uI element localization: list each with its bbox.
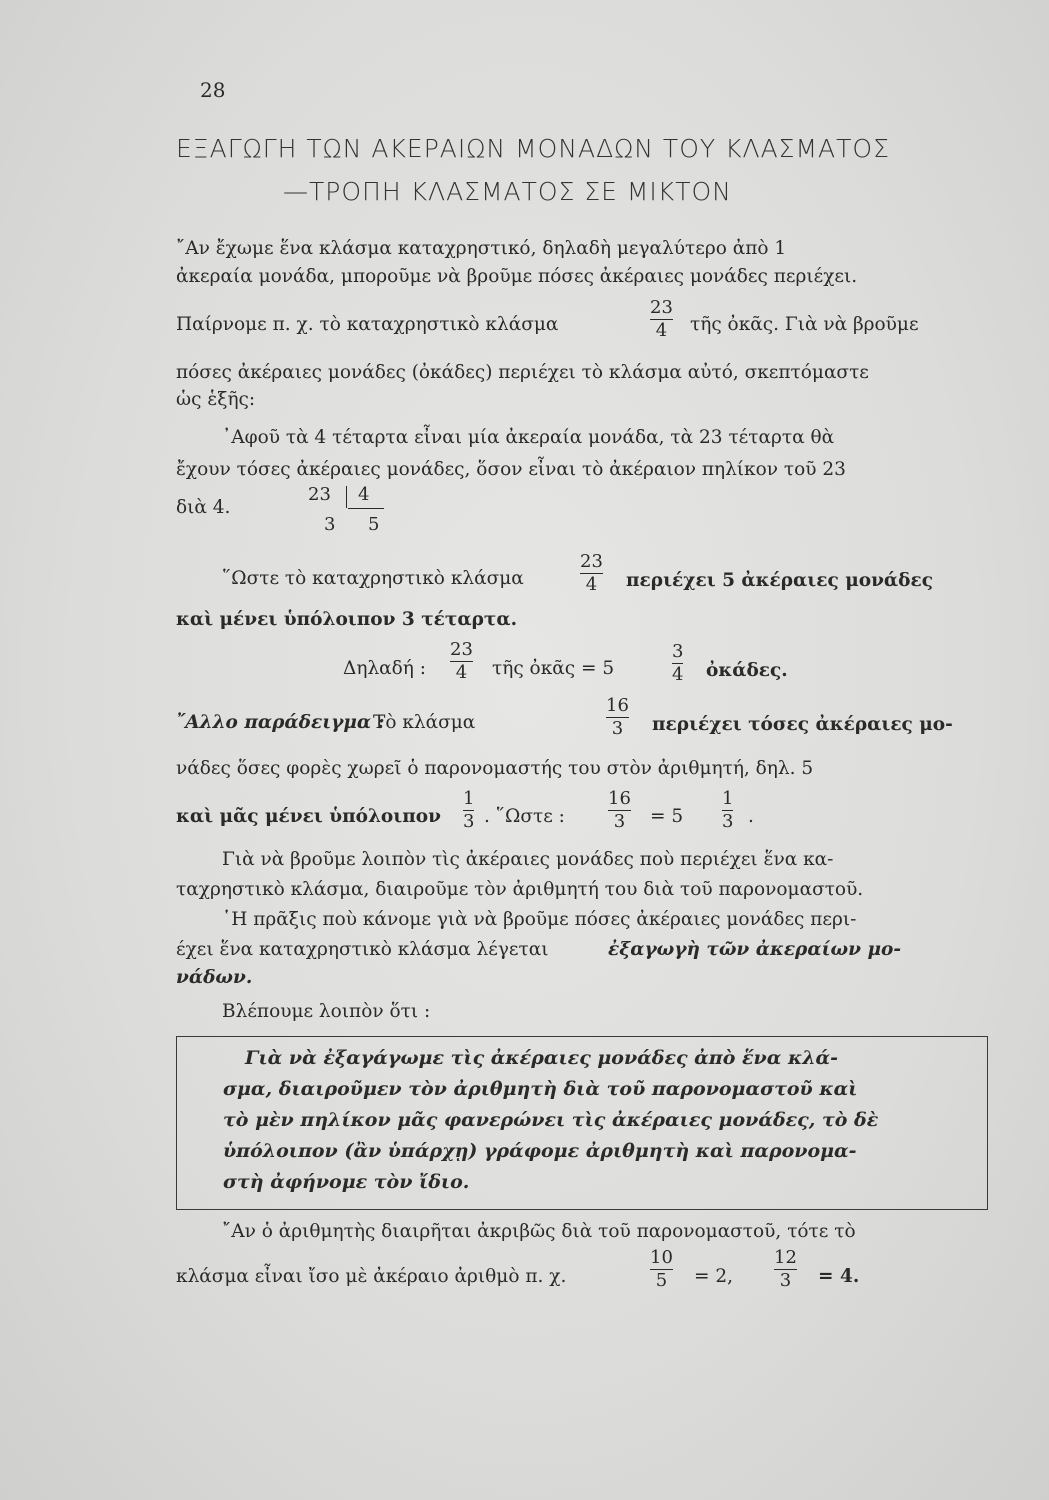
para1-line3b: τῆς ὀκᾶς. Γιὰ νὰ βροῦμε xyxy=(690,314,919,335)
example2-line1b: Τὸ κλάσμα xyxy=(373,712,476,733)
para3-line2: καὶ μένει ὑπόλοιπον 3 τέταρτα. xyxy=(176,609,518,630)
para2-line3: διὰ 4. xyxy=(176,497,231,518)
example2-line1a: ῎Αλλο παράδειγμα : xyxy=(176,712,385,733)
fraction-10-5 xyxy=(650,1248,673,1291)
para5-line3: νάδων. xyxy=(176,967,253,988)
rule-line3: τὸ μὲν πηλίκον μᾶς φανερώνει τὶς ἀκέραιες μονάδες, τὸ δὲ xyxy=(223,1109,879,1131)
eq1-end: ὀκάδες. xyxy=(706,660,788,681)
fraction-denominator: 4 xyxy=(672,664,684,685)
para3-line1b: περιέχει 5 ἀκέραιες μονάδες xyxy=(626,570,934,591)
fraction-numerator: 12 xyxy=(774,1247,797,1268)
chapter-title-line2: —ΤΡΟΠΗ ΚΛΑΣΜΑΤΟΣ ΣΕ ΜΙΚΤΟΝ xyxy=(283,177,732,206)
rule-line2: σμα, διαιροῦμεν τὸν ἀριθμητὴ διὰ τοῦ παρονομαστοῦ καὶ xyxy=(223,1078,858,1100)
fraction-denominator: 5 xyxy=(655,1270,668,1291)
example2-line3b: . ῞Ωστε : xyxy=(484,806,565,827)
para7-line2c: = 4. xyxy=(818,1266,860,1287)
para1-line5: ὡς ἑξῆς: xyxy=(176,389,256,410)
fraction-numerator: 23 xyxy=(650,297,673,318)
fraction-numerator: 23 xyxy=(580,551,603,572)
fraction-23-4 xyxy=(650,298,673,341)
para6: Βλέπουμε λοιπὸν ὅτι : xyxy=(222,1001,431,1022)
para7-line2b: = 2, xyxy=(694,1266,734,1287)
fraction-12-3 xyxy=(774,1248,797,1291)
para7-line1: ῎Αν ὁ ἀριθμητὴς διαιρῆται ἀκριβῶς διὰ τοῦ παρονομαστοῦ, τότε τὸ xyxy=(222,1221,856,1242)
fraction-numerator: 23 xyxy=(450,639,473,660)
para5-line2b: ἐξαγωγὴ τῶν ἀκεραίων μο- xyxy=(608,939,902,960)
fraction-denominator: 3 xyxy=(613,811,626,832)
fraction-denominator: 3 xyxy=(611,718,624,739)
example2-line3a: καὶ μᾶς μένει ὑπόλοιπον xyxy=(176,806,441,827)
rule-box xyxy=(176,1036,988,1210)
eq1-mid: τῆς ὀκᾶς = 5 xyxy=(492,658,615,679)
fraction-denominator: 4 xyxy=(655,320,668,341)
fraction-denominator: 4 xyxy=(585,574,598,595)
example2-line3c: = 5 xyxy=(650,806,684,827)
division-line xyxy=(348,508,384,509)
fraction-numerator: 16 xyxy=(608,788,631,809)
para5-line1: ῾Η πρᾶξις ποὺ κάνομε γιὰ νὰ βροῦμε πόσες ἀκέραιες μονάδες περι- xyxy=(222,909,857,930)
para4-line2: ταχρηστικὸ κλάσμα, διαιροῦμε τὸν ἀριθμητή του διὰ τοῦ παρονομαστοῦ. xyxy=(176,879,864,900)
division-quotient: 5 xyxy=(368,514,380,535)
rule-line1: Γιὰ νὰ ἐξαγάγωμε τὶς ἀκέραιες μονάδες ἀπὸ ἕνα κλά- xyxy=(245,1047,839,1069)
para5-line2a: έχει ἕνα καταχρηστικὸ κλάσμα λέγεται xyxy=(176,939,549,960)
fraction-numerator: 3 xyxy=(672,641,684,662)
fraction-23-4-b xyxy=(580,552,603,595)
fraction-numerator: 1 xyxy=(463,788,475,809)
fraction-denominator: 3 xyxy=(463,811,475,832)
division-divisor: 4 xyxy=(358,484,370,505)
para2-line2: ἔχουν τόσες ἀκέραιες μονάδες, ὅσον εἶναι τὸ ἀκέραιον πηλίκον τοῦ 23 xyxy=(176,459,846,480)
division-dividend: 23 xyxy=(308,484,331,505)
fraction-16-3-b xyxy=(608,789,631,832)
para1-line2: ἀκεραία μονάδα, μποροῦμε νὰ βροῦμε πόσες ἀκέραιες μονάδες περιέχει. xyxy=(176,266,858,287)
page-number: 28 xyxy=(200,78,226,102)
rule-line4: ὑπόλοιπον (ἂν ὑπάρχῃ) γράφομε ἀριθμητὴ καὶ παρονομα- xyxy=(223,1140,857,1162)
para1-line3a: Παίρνομε π. χ. τὸ καταχρηστικὸ κλάσμα xyxy=(176,314,559,335)
fraction-numerator: 1 xyxy=(722,788,734,809)
fraction-denominator: 3 xyxy=(722,811,734,832)
division-separator xyxy=(346,486,347,508)
fraction-1-3-b xyxy=(722,789,733,832)
para4-line1: Γιὰ νὰ βροῦμε λοιπὸν τὶς ἀκέραιες μονάδες ποὺ περιέχει ἕνα κα- xyxy=(222,849,834,870)
fraction-numerator: 10 xyxy=(650,1247,673,1268)
long-division xyxy=(298,484,418,542)
fraction-numerator: 16 xyxy=(606,695,629,716)
example2-line2: νάδες ὅσες φορὲς χωρεῖ ὁ παρονομαστής του στὸν ἀριθμητή, δηλ. 5 xyxy=(176,758,814,779)
para2-line1: ᾿Αφοῦ τὰ 4 τέταρτα εἶναι μία ἀκεραία μονάδα, τὰ 23 τέταρτα θὰ xyxy=(222,427,835,448)
fraction-1-3 xyxy=(463,789,474,832)
para7-line2a: κλάσμα εἶναι ἴσο μὲ ἀκέραιο ἀριθμὸ π. χ. xyxy=(176,1266,567,1287)
para1-line1: ῎Αν ἔχωμε ἕνα κλάσμα καταχρηστικό, δηλαδὴ μεγαλύτερο ἀπὸ 1 xyxy=(176,238,787,259)
fraction-16-3 xyxy=(606,696,629,739)
example2-line1c: περιέχει τόσες ἀκέραιες μο- xyxy=(652,714,953,735)
fraction-denominator: 4 xyxy=(455,662,468,683)
example2-line3d: . xyxy=(748,806,754,827)
para1-line4: πόσες ἀκέραιες μονάδες (ὀκάδες) περιέχει τὸ κλάσμα αὐτό, σκεπτόμαστε xyxy=(176,362,869,383)
division-remainder: 3 xyxy=(324,514,336,535)
fraction-23-4-c xyxy=(450,640,473,683)
para3-line1a: ῞Ωστε τὸ καταχρηστικὸ κλάσμα xyxy=(222,568,524,589)
rule-line5: στὴ ἀφήνομε τὸν ἴδιο. xyxy=(223,1171,470,1193)
chapter-title-line1: ΕΞΑΓΩΓΗ ΤΩΝ ΑΚΕΡΑΙΩΝ ΜΟΝΑΔΩΝ ΤΟΥ ΚΛΑΣΜΑΤΟΣ xyxy=(176,134,890,163)
fraction-denominator: 3 xyxy=(779,1270,792,1291)
eq1-label: Δηλαδή : xyxy=(343,658,426,679)
fraction-3-4 xyxy=(672,642,683,685)
